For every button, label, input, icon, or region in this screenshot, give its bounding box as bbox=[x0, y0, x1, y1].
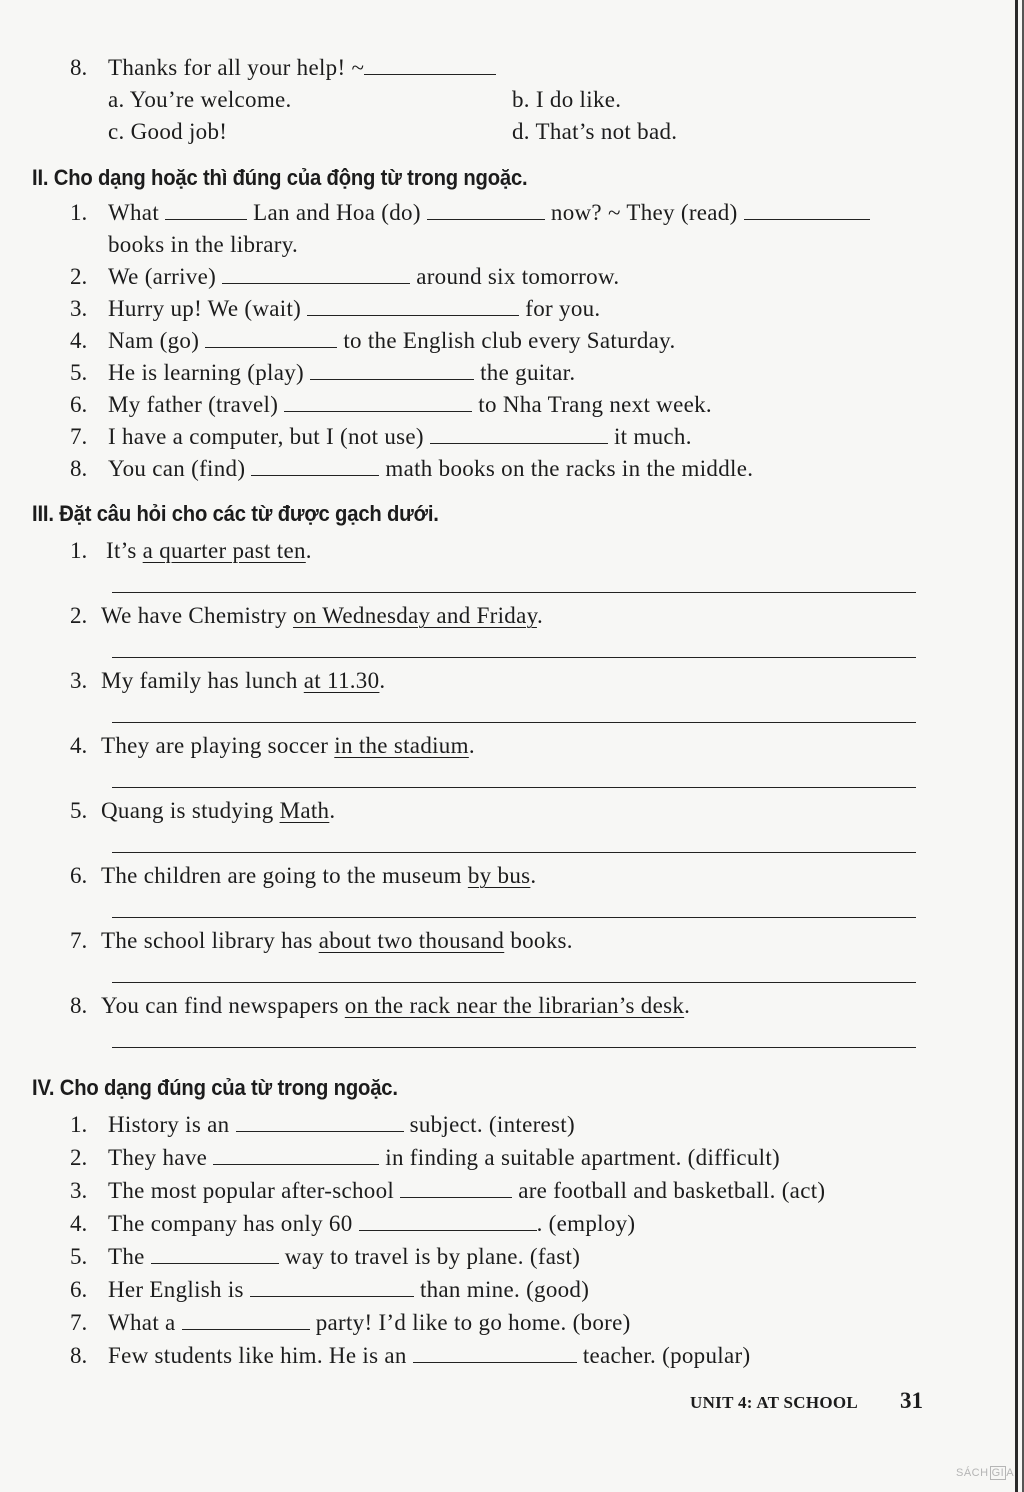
question-text: They have in finding a suitable apartment. (difficult) bbox=[108, 1145, 780, 1170]
option-b: b. I do like. bbox=[512, 87, 622, 112]
answer-blank bbox=[222, 263, 410, 284]
question-text: You can (find) math books on the racks in the middle. bbox=[108, 456, 754, 481]
underlined-phrase: in the stadium bbox=[334, 733, 469, 758]
question-number: 2. bbox=[70, 603, 88, 628]
question-text: We (arrive) around six tomorrow. bbox=[108, 264, 620, 289]
question-number: 8. bbox=[70, 1343, 88, 1368]
answer-blank bbox=[182, 1309, 310, 1330]
question-number: 7. bbox=[70, 424, 88, 449]
question-number: 8. bbox=[70, 456, 88, 481]
answer-blank bbox=[400, 1177, 512, 1198]
answer-blank bbox=[430, 423, 608, 444]
answer-blank bbox=[165, 199, 247, 220]
question-number: 6. bbox=[70, 863, 88, 888]
answer-line bbox=[112, 852, 916, 853]
underlined-phrase: Math bbox=[279, 798, 330, 823]
question-text: I have a computer, but I (not use) it much. bbox=[108, 424, 692, 449]
question-prompt: Thanks for all your help! ~ bbox=[108, 55, 365, 80]
answer-blank bbox=[284, 391, 472, 412]
answer-line bbox=[112, 982, 916, 983]
question-text: What Lan and Hoa (do) now? ~ They (read) bbox=[108, 199, 870, 227]
underlined-phrase: a quarter past ten bbox=[142, 538, 306, 563]
question-number: 1. bbox=[70, 200, 88, 225]
answer-blank bbox=[744, 199, 870, 220]
question-text: The most popular after-school are football and basketball. (act) bbox=[108, 1178, 826, 1203]
page-edge-shadow bbox=[1015, 0, 1018, 1492]
question-text bbox=[108, 54, 496, 82]
question-text: Quang is studying Math. bbox=[101, 798, 336, 823]
underlined-phrase: by bus bbox=[467, 863, 531, 888]
question-text: It’s a quarter past ten. bbox=[106, 538, 312, 563]
question-number: 2. bbox=[70, 264, 88, 289]
question-number: 7. bbox=[70, 1310, 88, 1335]
question-text: Nam (go) to the English club every Saturday. bbox=[108, 328, 676, 353]
question-number: 5. bbox=[70, 798, 88, 823]
question-number: 3. bbox=[70, 296, 88, 321]
answer-blank bbox=[364, 54, 496, 75]
question-number: 8. bbox=[70, 55, 88, 80]
question-text: You can find newspapers on the rack near the librarian’s desk. bbox=[101, 993, 691, 1018]
question-number: 4. bbox=[70, 733, 88, 758]
question-text: Hurry up! We (wait) for you. bbox=[108, 296, 601, 321]
section-heading-iii: III. Đặt câu hỏi cho các từ được gạch dưới. bbox=[32, 501, 439, 526]
answer-blank bbox=[427, 199, 545, 220]
question-text: The way to travel is by plane. (fast) bbox=[108, 1244, 581, 1269]
answer-blank bbox=[213, 1144, 379, 1165]
underlined-phrase: on the rack near the librarian’s desk bbox=[344, 993, 685, 1018]
question-number: 7. bbox=[70, 928, 88, 953]
answer-blank bbox=[413, 1342, 577, 1363]
question-number: 6. bbox=[70, 392, 88, 417]
question-number: 1. bbox=[70, 1112, 88, 1137]
question-text: The children are going to the museum by bus. bbox=[101, 863, 537, 888]
question-number: 3. bbox=[70, 1178, 88, 1203]
answer-blank bbox=[205, 327, 337, 348]
question-text: He is learning (play) the guitar. bbox=[108, 360, 576, 385]
answer-blank bbox=[250, 1276, 414, 1297]
question-number: 8. bbox=[70, 993, 88, 1018]
watermark: SÁCH GI A bbox=[956, 1467, 1015, 1479]
answer-line bbox=[112, 657, 916, 658]
answer-blank bbox=[151, 1243, 279, 1264]
question-text: The company has only 60 . (employ) bbox=[108, 1211, 636, 1236]
question-text: Her English is than mine. (good) bbox=[108, 1277, 590, 1302]
option-a: a. You’re welcome. bbox=[108, 87, 292, 112]
question-number: 4. bbox=[70, 328, 88, 353]
answer-blank bbox=[251, 455, 379, 476]
question-text: My father (travel) to Nha Trang next week. bbox=[108, 392, 712, 417]
answer-blank bbox=[236, 1111, 404, 1132]
underlined-phrase: on Wednesday and Friday bbox=[292, 603, 537, 628]
underlined-phrase: about two thousand bbox=[318, 928, 505, 953]
question-number: 2. bbox=[70, 1145, 88, 1170]
question-text: We have Chemistry on Wednesday and Friday. bbox=[101, 603, 543, 628]
question-text-continued: books in the library. bbox=[108, 232, 299, 257]
page-number: 31 bbox=[900, 1388, 923, 1413]
answer-line bbox=[112, 787, 916, 788]
option-c: c. Good job! bbox=[108, 119, 228, 144]
section-heading-ii: II. Cho dạng hoặc thì đúng của động từ trong ngoặc. bbox=[32, 165, 528, 190]
question-text: My family has lunch at 11.30. bbox=[101, 668, 386, 693]
question-text: The school library has about two thousand books. bbox=[101, 928, 573, 953]
question-number: 3. bbox=[70, 668, 88, 693]
unit-title: UNIT 4: AT SCHOOL bbox=[690, 1393, 859, 1412]
question-text: History is an subject. (interest) bbox=[108, 1112, 575, 1137]
question-text: What a party! I’d like to go home. (bore) bbox=[108, 1310, 631, 1335]
answer-blank bbox=[310, 359, 474, 380]
answer-line bbox=[112, 592, 916, 593]
question-number: 6. bbox=[70, 1277, 88, 1302]
answer-blank bbox=[307, 295, 519, 316]
question-number: 4. bbox=[70, 1211, 88, 1236]
question-text: Few students like him. He is an teacher. (popular) bbox=[108, 1343, 751, 1368]
question-text: They are playing soccer in the stadium. bbox=[101, 733, 475, 758]
question-number: 5. bbox=[70, 360, 88, 385]
answer-blank bbox=[359, 1210, 537, 1231]
underlined-phrase: at 11.30 bbox=[303, 668, 380, 693]
answer-line bbox=[112, 917, 916, 918]
answer-line bbox=[112, 722, 916, 723]
answer-line bbox=[112, 1047, 916, 1048]
option-d: d. That’s not bad. bbox=[512, 119, 678, 144]
question-number: 1. bbox=[70, 538, 88, 563]
question-number: 5. bbox=[70, 1244, 88, 1269]
section-heading-iv: IV. Cho dạng đúng của từ trong ngoặc. bbox=[32, 1075, 398, 1100]
